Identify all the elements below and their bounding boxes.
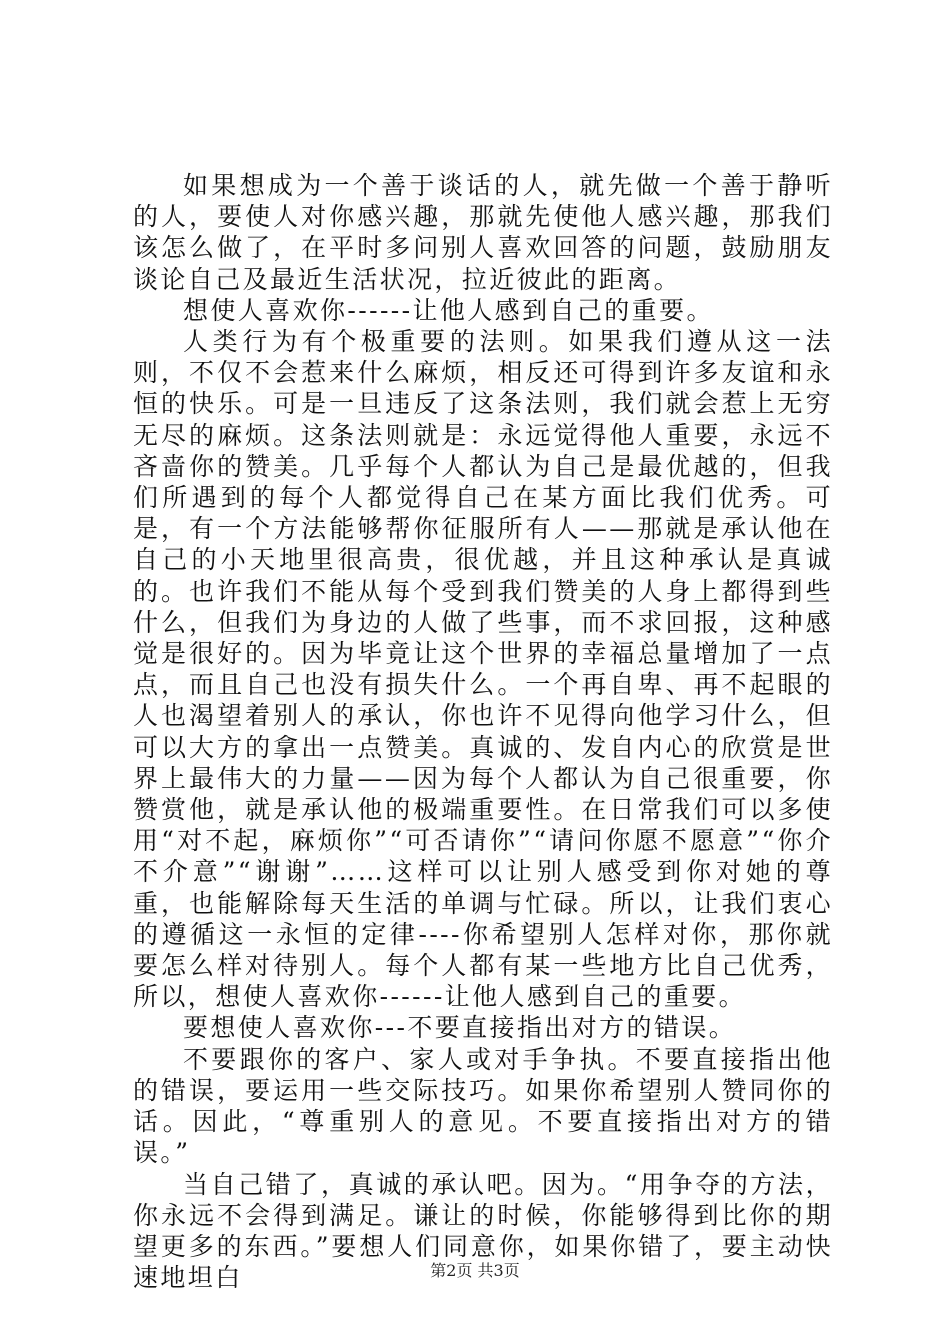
document-body (133, 170, 833, 1293)
paragraph: 想使人喜欢你------让他人感到自己的重要。 (183, 295, 714, 325)
page-footer: 第2页 共3页 (430, 1261, 520, 1280)
paragraph: 不要跟你的客户、家人或对手争执。不要直接指出他的错误，要运用一些交际技巧。如果你希望别人赞同你的话。因此，“尊重别人的意见。不要直接指出对方的错误。” (133, 1044, 833, 1168)
paragraph: 当自己错了，真诚的承认吧。因为。“用争夺的方法，你永远不会得到满足。谦让的时候，你能够得到比你的期望更多的东西。”要想人们同意你，如果你错了，要主动快速地坦白 (133, 1169, 833, 1293)
paragraph: 要想使人喜欢你---不要直接指出对方的错误。 (183, 1013, 737, 1043)
paragraph: 如果想成为一个善于谈话的人，就先做一个善于静听的人，要使人对你感兴趣，那就先使他人感兴趣，那我们该怎么做了，在平时多问别人喜欢回答的问题，鼓励朋友谈论自己及最近生活状况，拉近彼此的距离。 (133, 171, 833, 294)
paragraph: 人类行为有个极重要的法则。如果我们遵从这一法则，不仅不会惹来什么麻烦，相反还可得到许多友谊和永恒的快乐。可是一旦违反了这条法则，我们就会惹上无穷无尽的麻烦。这条法则就是：永远觉得他人重要，永远不吝啬你的赞美。几乎每个人都认为自己是最优越的，但我们所遇到的每个人都觉得自己在某方面比我们优秀。可是，有一个方法能够帮你征服所有人——那就是承认他在自己的小天地里很高贵，很优越，并且这种承认是真诚的。也许我们不能从每个受到我们赞美的人身上都得到些什么，但我们为身边的人做了些事，而不求回报，这种感觉是很好的。因为毕竟让这个世界的幸福总量增加了一点点，而且自己也没有损失什么。一个再自卑、再不起眼的人也渴望着别人的承认，你也许不见得向他学习什么，但可以大方的拿出一点赞美。真诚的、发自内心的欣赏是世界上最伟大的力量——因为每个人都认为自己很重要，你赞赏他，就是承认他的极端重要性。在日常我们可以多使用“对不起，麻烦你”“可否请你”“请问你愿不愿意”“你介不介意”“谢谢”……这样可以让别人感受到你对她的尊重，也能解除每天生活的单调与忙碌。所以，让我们衷心的遵循这一永恒的定律----你希望别人怎样对你，那你就要怎么样对待别人。每个人都有某一些地方比自己优秀，所以，想使人喜欢你------让他人感到自己的重要。 (133, 327, 833, 1012)
